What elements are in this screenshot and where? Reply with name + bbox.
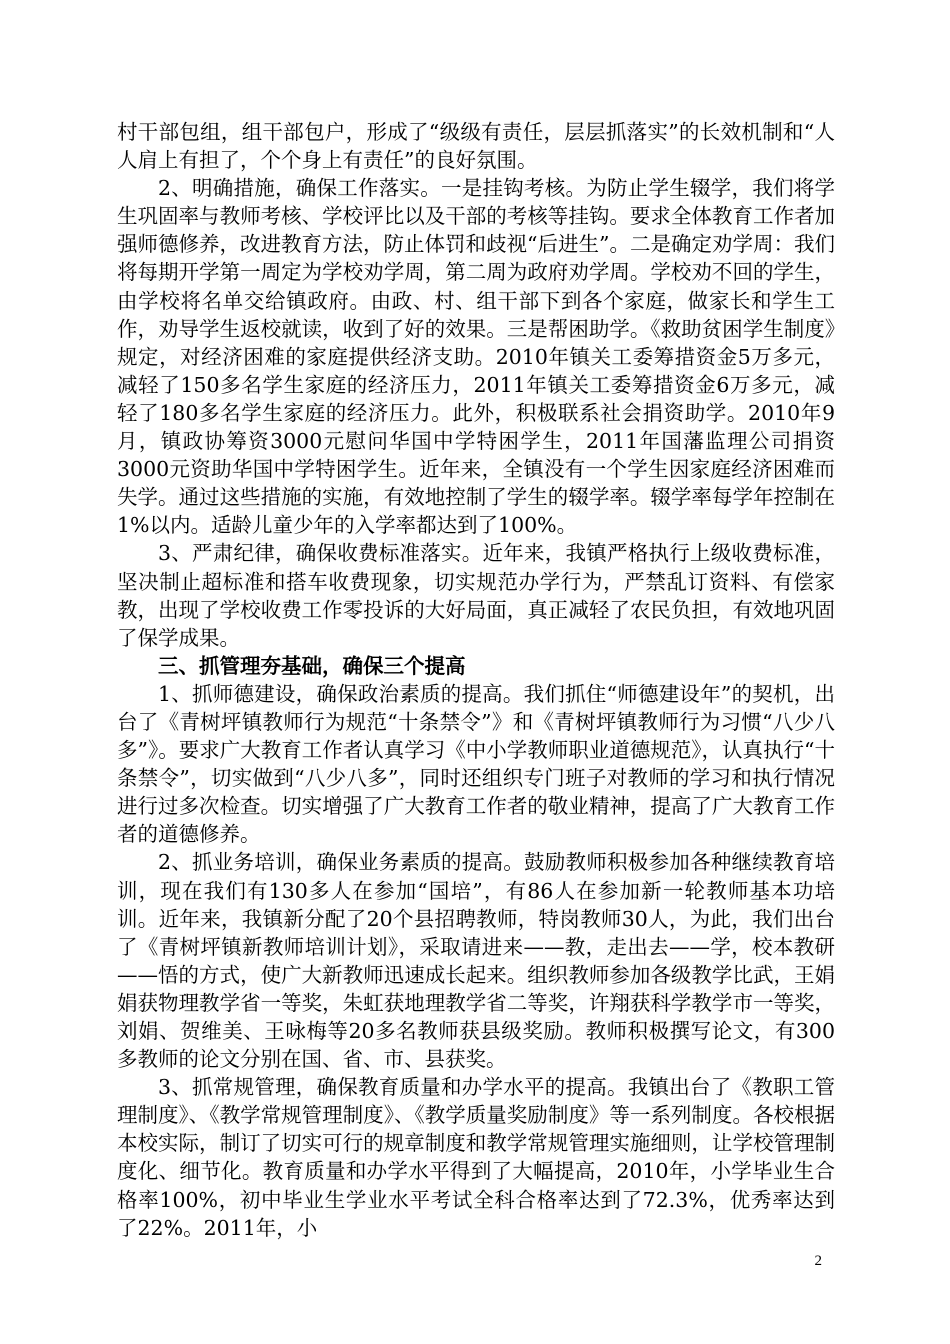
paragraph-continued: 村干部包组，组干部包户，形成了“级级有责任，层层抓落实”的长效机制和“人人肩上有担了，个个身上有责任”的良好氛围。 — [117, 120, 835, 173]
paragraph-training: 2、抓业务培训，确保业务素质的提高。鼓励教师积极参加各种继续教育培训，现在我们有130多人在参加“国培”，有86人在参加新一轮教师基本功培训。近年来，我镇新分配了20个县招聘教师，特岗教师30人，为此，我们出台了《青树坪镇新教师培训计划》，采取请进来——教，走出去——学，校本教研——悟的方式，使广大新教师迅速成长起来。组织教师参加各级教学比武，王娟娟获物理教学省一等奖，朱虹获地理教学省二等奖，许翔获科学教学市一等奖，刘娟、贺维美、王咏梅等20多名教师获县级奖励。教师积极撰写论文，有300多教师的论文分别在国、省、市、县获奖。 — [117, 850, 835, 1072]
paragraph-management: 3、抓常规管理，确保教育质量和办学水平的提高。我镇出台了《教职工管理制度》、《教学常规管理制度》、《教学质量奖励制度》等一系列制度。各校根据本校实际，制订了切实可行的规章制度和教学常规管理实施细则，让学校管理制度化、细节化。教育质量和办学水平得到了大幅提高，2010年，小学毕业生合格率100%，初中毕业生学业水平考试全科合格率达到了72.3%，优秀率达到了22%。2011年，小 — [117, 1075, 835, 1240]
section-heading: 三、抓管理夯基础，确保三个提高 — [158, 653, 466, 678]
document-body — [117, 118, 835, 1242]
page-number: 2 — [814, 1253, 822, 1269]
paragraph-ethics: 1、抓师德建设，确保政治素质的提高。我们抓住“师德建设年”的契机，出台了《青树坪镇教师行为规范“十条禁令”》和《青树坪镇教师行为习惯“八少八多”》。要求广大教育工作者认真学习《中小学教师职业道德规范》，认真执行“十条禁令”，切实做到“八少八多”，同时还组织专门班子对教师的学习和执行情况进行过多次检查。切实增强了广大教育工作者的敬业精神，提高了广大教育工作者的道德修养。 — [117, 681, 835, 847]
paragraph-measure-2: 2、明确措施，确保工作落实。一是挂钩考核。为防止学生辍学，我们将学生巩固率与教师考核、学校评比以及干部的考核等挂钩。要求全体教育工作者加强师德修养，改进教育方法，防止体罚和歧视“后进生”。二是确定劝学周：我们将每期开学第一周定为学校劝学周，第二周为政府劝学周。学校劝不回的学生，由学校将名单交给镇政府。由政、村、组干部下到各个家庭，做家长和学生工作，劝导学生返校就读，收到了好的效果。三是帮困助学。《救助贫困学生制度》规定，对经济困难的家庭提供经济支助。2010年镇关工委筹措资金5万多元，减轻了150多名学生家庭的经济压力，2011年镇关工委筹措资金6万多元，减轻了180多名学生家庭的经济压力。此外，积极联系社会捐资助学。2010年9月，镇政协筹资3000元慰问华国中学特困学生，2011年国藩监理公司捐资3000元资助华国中学特困学生。近年来，全镇没有一个学生因家庭经济困难而失学。通过这些措施的实施，有效地控制了学生的辍学率。辍学率每学年控制在1%以内。适龄儿童少年的入学率都达到了100%。 — [117, 176, 835, 538]
paragraph-measure-3: 3、严肃纪律，确保收费标准落实。近年来，我镇严格执行上级收费标准，坚决制止超标准和搭车收费现象，切实规范办学行为，严禁乱订资料、有偿家教，出现了学校收费工作零投诉的大好局面，真正减轻了农民负担，有效地巩固了保学成果。 — [117, 541, 835, 650]
